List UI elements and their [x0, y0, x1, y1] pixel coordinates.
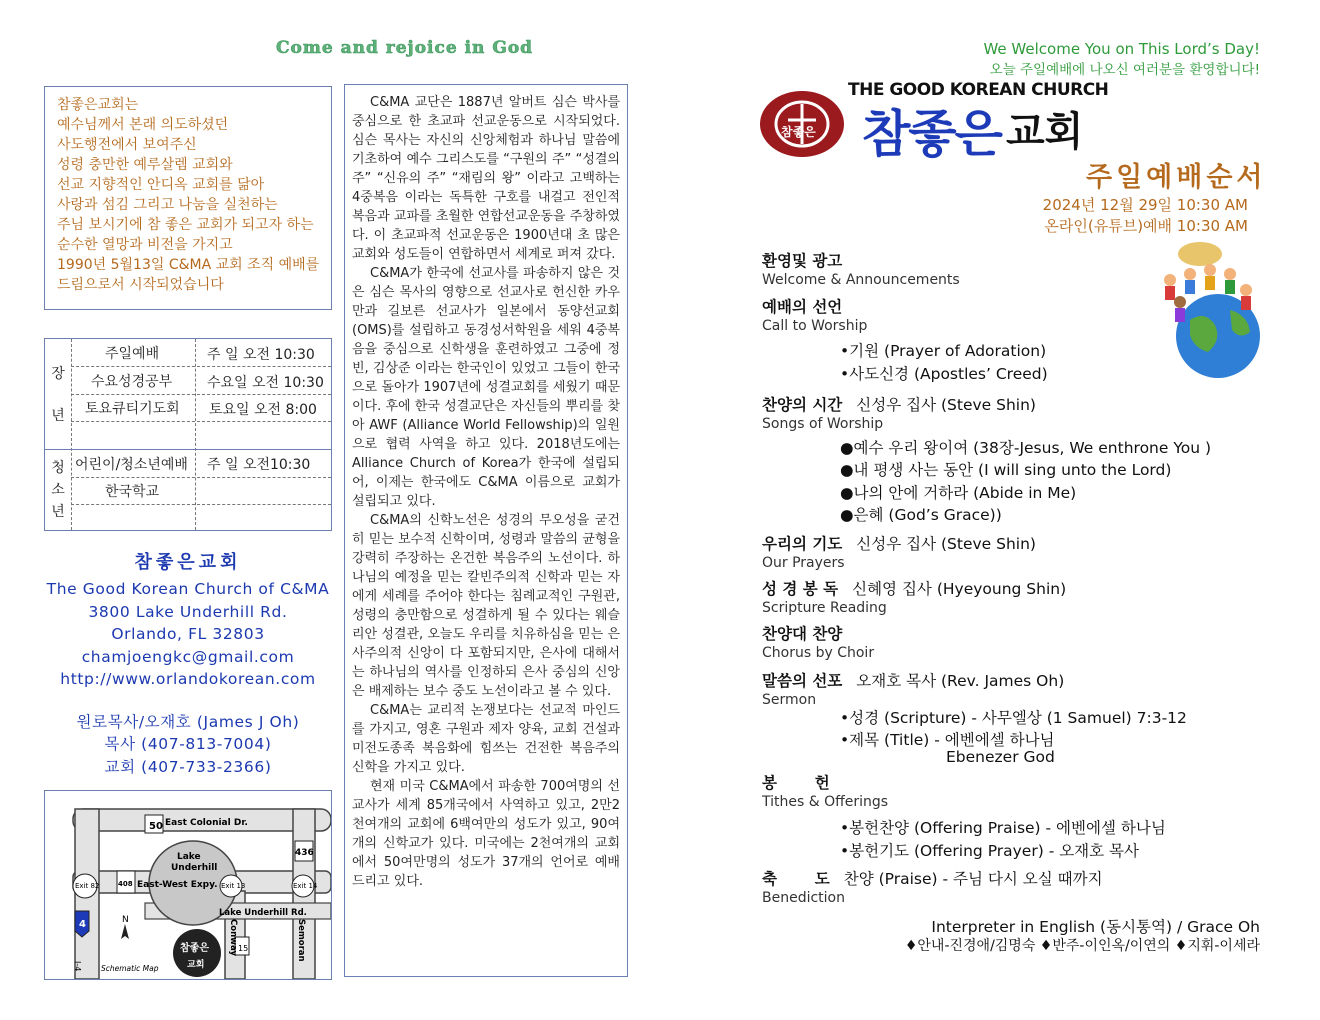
map-label-i4: I-4 [73, 961, 82, 972]
schedule-name: 어린이/청소년예배 [75, 457, 188, 473]
contact-block [44, 548, 332, 778]
mission-line: 주님 보시기에 참 좋은 교회가 되고자 하는 [57, 217, 314, 233]
map-label-408: 408 [118, 880, 133, 888]
schedule-time: 주 일 오전 10:30 [207, 347, 315, 363]
map-label-exit13: Exit 13 [221, 882, 246, 890]
mission-line: 사도행전에서 보여주신 [57, 137, 197, 153]
schedule-name: 주일예배 [105, 346, 160, 362]
schedule-name: 한국학교 [105, 484, 160, 500]
order-sermon-title-en: Ebenezer God [946, 748, 1055, 766]
map-label-underhill: Lake Underhill Rd. [219, 908, 307, 918]
globe-people-icon [1150, 240, 1265, 380]
map-label-semoran: Semoran [296, 919, 306, 962]
order-call [762, 295, 867, 334]
staff-line: ♦안내-진경애/김명숙 ♦반주-이인옥/이연의 ♦지휘-이세라 [904, 938, 1260, 954]
schedule-time: 주 일 오전10:30 [207, 457, 311, 473]
order-scripture [762, 577, 1066, 616]
schedule-name: 수요성경공부 [91, 374, 173, 390]
schedule-name: 토요큐티기도회 [85, 401, 180, 417]
order-call-item: •사도신경 (Apostles’ Creed) [840, 365, 1048, 383]
order-song-item: ●내 평생 사는 동안 (I will sing unto the Lord) [840, 461, 1172, 479]
order-choir-en: Chorus by Choir [762, 645, 875, 661]
mission-line: 사랑과 섬김 그리고 나눔을 실천하는 [57, 197, 278, 213]
history-paragraph: 현재 미국 C&MA에서 파송한 700여명의 선교사가 세계 85개국에서 사역하고 있고, 2만2천여개의 교회에 6백여만의 성도가 있고, 90여개의 신학교가 있다. 미국에는 2천여개의 교회에서 50여만명의 성도가 37개의 언어로 예배 드리고 있다. [352, 779, 620, 889]
map-label-15: 15 [238, 944, 249, 953]
contact-church-phone: 교회 (407-733-2366) [104, 757, 272, 776]
order-scripture-en: Scripture Reading [762, 600, 887, 616]
order-offering-en: Tithes & Offerings [762, 794, 889, 810]
mission-line: 예수님께서 본래 의도하셨던 [57, 117, 229, 133]
interpreter-line: Interpreter in English (동시통역) / Grace Oh [931, 918, 1260, 936]
online-service: 온라인(유튜브)예배 10:30 AM [1044, 217, 1248, 235]
contact-pastor-phone: 목사 (407-813-7004) [104, 735, 272, 753]
map-label-exit14: Exit 14 [293, 882, 318, 890]
order-title: 주일예배순서 [1086, 162, 1267, 193]
contact-pastor: 원로목사/오재호 (James J Oh) [76, 712, 300, 731]
order-welcome [762, 249, 960, 288]
church-name-ko-2: 교회 [1006, 109, 1084, 155]
left-header: Come and rejoice in God [276, 38, 534, 58]
order-offering [762, 771, 888, 810]
order-prayer-leader: 신성우 집사 (Steve Shin) [856, 535, 1036, 553]
order-songs-leader: 신성우 집사 (Steve Shin) [856, 396, 1036, 414]
order-offering-item: •봉헌찬양 (Offering Praise) - 에벤에셀 하나님 [840, 819, 1166, 837]
mission-box [44, 86, 332, 310]
welcome-ko: 오늘 주일예배에 나오신 여러분을 환영합니다! [989, 62, 1260, 78]
map-label-colonial: East Colonial Dr. [165, 818, 248, 828]
order-welcome-ko: 환영및 광고 [762, 252, 843, 270]
order-call-en: Call to Worship [762, 318, 868, 334]
order-choir [762, 622, 874, 661]
order-benediction [762, 867, 1103, 906]
map-label-4: 4 [79, 919, 86, 930]
schedule-time: 수요일 오전 10:30 [207, 375, 324, 391]
order-scripture-ko: 성 경 봉 독 [762, 580, 839, 598]
map-label-lake1: Lake [177, 852, 201, 862]
history-paragraph: C&MA가 한국에 선교사를 파송하지 않은 것은 심슨 목사의 영향으로 선교사로 헌신한 카우만과 길보른 선교사가 일본에서 동양선교회(OMS)를 설립하고 동경성서학원을 세워 4중복음을 중심으로 신학생을 훈련하였고 그중에 정빈, 김상준 이라는 한국인이 있었고 그들이 한국으로 돌아가 1907년에 성결교회를 세웠기 때문이다. 후에 한국 성결교단은 자신들의 뿌리를 찾아 AWF (Alliance World Fellowship)의 일원으로 협력 사역을 하고 있다. 2018년도에는 Alliance Church of Korea가 한국에 설립되어, 이제는 한국에도 C&MA 이름으로 교회가 설립되고 있다. [352, 266, 620, 509]
order-songs-ko: 찬양의 시간 [762, 396, 843, 414]
group-label-youth-2: 소 [51, 482, 65, 498]
group-label-adult-2: 년 [51, 408, 65, 424]
contact-email: chamjoengkc@gmail.com [81, 647, 295, 666]
order-prayer-en: Our Prayers [762, 555, 845, 571]
order-prayer [762, 532, 1036, 571]
order-welcome-en: Welcome & Announcements [762, 272, 960, 288]
history-column [344, 84, 628, 977]
map-label-eastwest: East-West Expy. [137, 880, 218, 890]
order-call-item: •기원 (Prayer of Adoration) [840, 342, 1047, 360]
mission-line: 1990년 5월13일 C&MA 교회 조직 예배를 [57, 257, 320, 273]
order-prayer-ko: 우리의 기도 [762, 535, 843, 553]
map-logo-text-2: 교회 [187, 960, 205, 970]
north-arrow-icon [121, 924, 129, 939]
service-date: 2024년 12월 29일 10:30 AM [1042, 196, 1248, 214]
order-songs-en: Songs of Worship [762, 416, 884, 432]
map-label-lake2: Underhill [171, 863, 218, 873]
order-song-item: ●나의 안에 거하라 (Abide in Me) [840, 484, 1077, 502]
map-label-north: N [122, 915, 129, 925]
contact-address: 3800 Lake Underhill Rd. [88, 602, 288, 621]
map-label-exit82: Exit 82 [75, 882, 100, 890]
church-name-en: THE GOOD KOREAN CHURCH [848, 80, 1109, 100]
mission-line: 드림으로서 시작되었습니다 [57, 277, 224, 293]
contact-city: Orlando, FL 32803 [111, 625, 265, 643]
order-sermon-item: •성경 (Scripture) - 사무엘상 (1 Samuel) 7:3-12 [840, 709, 1187, 727]
order-song-item: ●예수 우리 왕이여 (38장-Jesus, We enthrone You ) [840, 439, 1212, 457]
history-paragraph: C&MA는 교리적 논쟁보다는 선교적 마인드를 가지고, 영혼 구원과 제자 양육, 교회 건설과 미전도종족 복음화에 힘쓰는 건전한 복음주의 신학을 가지고 있다. [352, 703, 620, 775]
mission-line: 참좋은교회는 [57, 97, 139, 113]
mission-line: 선교 지향적인 안디옥 교회를 닮아 [57, 177, 265, 193]
order-call-ko: 예배의 선언 [762, 298, 843, 316]
history-paragraph: C&MA 교단은 1887년 알버트 심슨 박사를 중심으로 한 초교파 선교운동으로 시작되었다. 심슨 목사는 자신의 신앙체험과 하나님 말씀에 기초하여 예수 그리스도를 “구원의 주” “성결의 주” “신유의 주” “재림의 왕” 이라고 고백하는 4중복음 이라는 독특한 구호를 내걸고 전인적 복음과 교파를 초월한 연합선교운동을 주창하였다. 이 초교파적 선교운동은 1900년대 초 많은 교회와 성도들이 연합하면서 세계로 퍼져 갔다. [352, 95, 620, 262]
logo-text: 참좋은 [781, 125, 816, 139]
map-caption: Schematic Map [101, 964, 159, 973]
schedule-time: 토요일 오전 8:00 [209, 402, 317, 418]
map-drawing [45, 791, 331, 979]
schematic-map [44, 790, 332, 980]
contact-church-name: 참좋은교회 [134, 552, 242, 573]
schedule-table [44, 338, 332, 531]
globe-illustration [1150, 240, 1265, 384]
welcome-en: We Welcome You on This Lord’s Day! [983, 40, 1260, 58]
map-label-436: 436 [295, 848, 314, 858]
contact-church-name-en: The Good Korean Church of C&MA [46, 580, 330, 598]
contact-website: http://www.orlandokorean.com [60, 670, 316, 688]
history-paragraph: C&MA의 신학노선은 성경의 무오성을 굳건히 믿는 보수적 신학이며, 성령과 말씀의 균형을 강력히 주장하는 온건한 복음주의 노선이다. 하나님의 예정을 믿는 칼빈주의적 신학과 믿는 자에게 세례를 주어야 한다는 침례교적인 구원관, 성령의 충만함으로 성결하게 될 수 있다는 웨슬리안 성결관, 오늘도 우리를 치유하심을 믿는 은사주의적 신앙이 다 포함되지만, 은사에 대해서는 하나님의 역사를 인정하되 은사 중심의 신앙은 배제하는 보수 중도 노선이라고 볼 수 있다. [352, 513, 620, 699]
order-choir-ko: 찬양대 찬양 [762, 625, 843, 643]
order-benediction-ko: 축 도 [762, 870, 830, 888]
order-songs [762, 393, 1036, 432]
mission-line: 성령 충만한 예루살렘 교회와 [57, 157, 233, 173]
church-name-ko-1: 참좋은 [862, 105, 1001, 163]
order-sermon-item: •제목 (Title) - 에벤에셀 하나님 [840, 731, 1055, 749]
order-sermon-preacher: 오재호 목사 (Rev. James Oh) [856, 672, 1065, 690]
group-label-youth-1: 청 [51, 460, 65, 476]
order-sermon [762, 669, 1064, 708]
mission-line: 순수한 열망과 비전을 가지고 [57, 237, 233, 253]
order-scripture-reader: 신혜영 집사 (Hyeyoung Shin) [852, 580, 1067, 598]
order-song-item: ●은혜 (God’s Grace)) [840, 506, 1002, 524]
group-label-adult-1: 장 [51, 366, 65, 382]
church-seal-icon [756, 88, 848, 160]
group-label-youth-3: 년 [51, 504, 65, 520]
order-offering-item: •봉헌기도 (Offering Prayer) - 오재호 목사 [840, 842, 1140, 860]
order-benediction-en: Benediction [762, 890, 845, 906]
church-logo [756, 88, 848, 164]
order-offering-ko: 봉 헌 [762, 774, 830, 792]
map-label-conway: Conway [228, 919, 238, 956]
order-sermon-en: Sermon [762, 692, 817, 708]
order-sermon-ko: 말씀의 선포 [762, 672, 843, 690]
order-benediction-detail: 찬양 (Praise) - 주님 다시 오실 때까지 [843, 870, 1103, 888]
map-logo-text-1: 참좋은 [180, 943, 209, 954]
map-label-50: 50 [149, 821, 163, 832]
